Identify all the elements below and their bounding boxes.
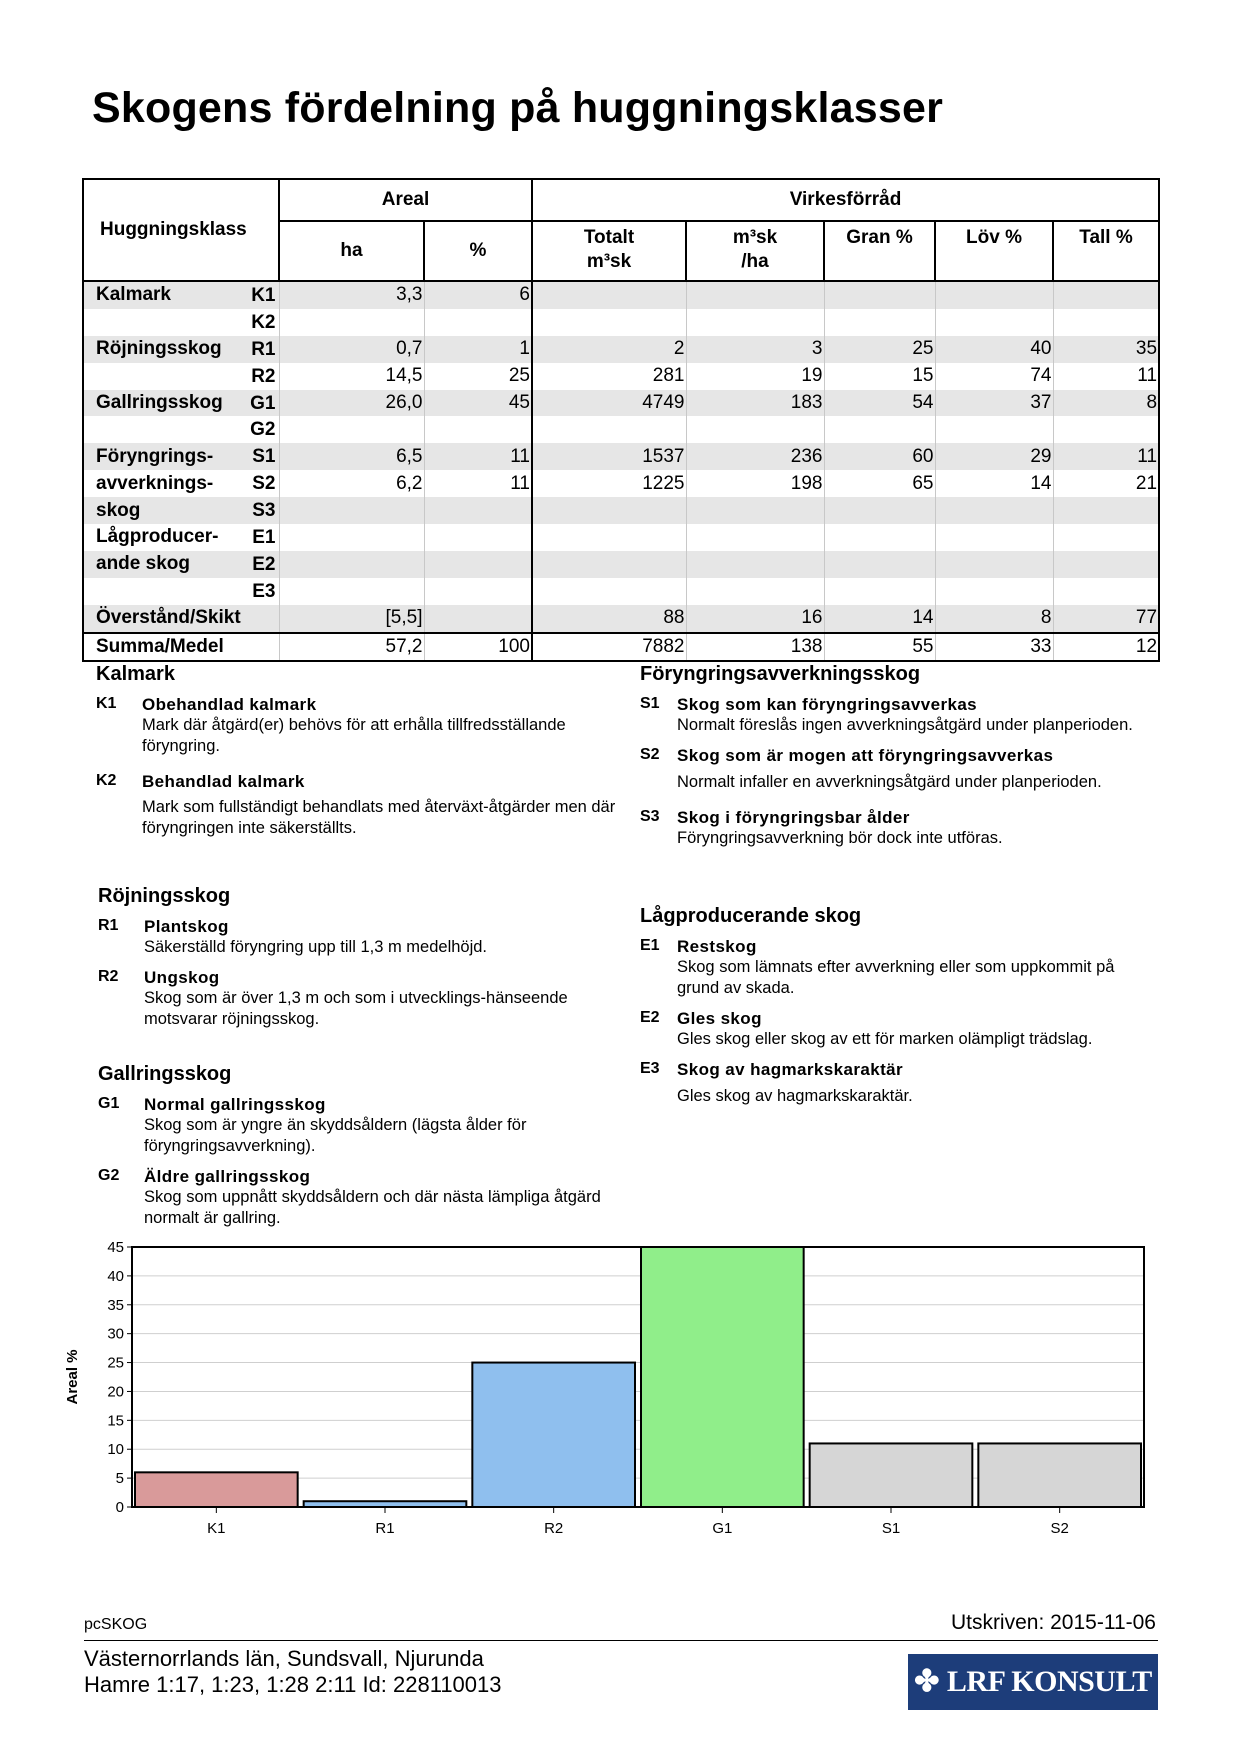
legend-desc: Mark som fullständigt behandlats med återväxt-åtgärder men där föryngringen inte säkerställts.	[142, 798, 616, 837]
table-row	[83, 390, 1159, 417]
table-row	[83, 416, 1159, 443]
header-pct: %	[424, 221, 532, 281]
legend-item-e3	[640, 1059, 1160, 1107]
table-row	[83, 443, 1159, 470]
cell-m3ha: 236	[686, 443, 824, 470]
cell-gran: 14	[824, 605, 935, 633]
cell-m3ha: 3	[686, 336, 824, 363]
cell-gran	[824, 497, 935, 524]
cell-totalt	[532, 416, 686, 443]
legend-heading: Gallringsskog	[98, 1063, 232, 1085]
header-m3sk-label: m³sk	[732, 227, 778, 248]
cell-pct: 6	[424, 281, 532, 309]
table-row	[83, 309, 1159, 336]
cell-pct	[424, 309, 532, 336]
table-body	[83, 281, 1159, 661]
header-totalt-label: Totalt	[583, 227, 635, 248]
property-location	[84, 1646, 502, 1698]
cell-m3ha	[686, 524, 824, 551]
legend-code: R1	[98, 917, 119, 934]
cell-totalt: 1225	[532, 470, 686, 497]
class-name: Kalmark	[96, 284, 171, 306]
cell-pct	[424, 524, 532, 551]
table-row	[83, 336, 1159, 363]
class-code: K2	[251, 311, 276, 333]
page-title: Skogens fördelning på huggningsklasser	[92, 84, 944, 132]
cell-gran: 60	[824, 443, 935, 470]
cell-gran: 55	[824, 633, 935, 662]
class-code: S3	[252, 500, 276, 522]
cell-totalt	[532, 281, 686, 309]
clover-icon: ✤	[914, 1665, 939, 1698]
legend-item-s3	[640, 807, 1160, 849]
legend-name: Obehandlad kalmark	[142, 695, 317, 714]
legend-desc: Skog som är yngre än skyddsåldern (lägsta ålder för föryngringsavverkning).	[144, 1116, 527, 1155]
class-distribution-table	[82, 178, 1160, 662]
table-row	[83, 363, 1159, 390]
class-code: G2	[250, 419, 276, 441]
cell-totalt: 4749	[532, 390, 686, 417]
table-row	[83, 551, 1159, 578]
cell-tall: 12	[1053, 633, 1159, 662]
cell-lov: 29	[935, 443, 1053, 470]
cell-gran	[824, 416, 935, 443]
legend-desc: Föryngringsavverkning bör dock inte utföras.	[677, 829, 1003, 847]
legend-code: E1	[640, 937, 660, 954]
header-areal: Areal	[279, 179, 532, 221]
cell-ha	[279, 551, 424, 578]
cell-gran: 65	[824, 470, 935, 497]
class-name: ande skog	[96, 553, 190, 575]
cell-gran: 15	[824, 363, 935, 390]
x-tick-label: S1	[881, 1520, 901, 1537]
cell-pct: 25	[424, 363, 532, 390]
cell-tall	[1053, 416, 1159, 443]
legend-code: S3	[640, 808, 660, 825]
bar-k1	[135, 1472, 298, 1507]
cell-tall: 77	[1053, 605, 1159, 633]
cell-ha: 26,0	[279, 390, 424, 417]
cell-pct: 100	[424, 633, 532, 662]
cell-tall	[1053, 578, 1159, 605]
cell-m3ha	[686, 309, 824, 336]
legend-item-g1	[98, 1094, 618, 1157]
class-name: Röjningsskog	[96, 338, 222, 360]
cell-lov	[935, 309, 1053, 336]
legend-name: Gles skog	[677, 1009, 762, 1028]
cell-lov: 14	[935, 470, 1053, 497]
cell-totalt: 88	[532, 605, 686, 633]
cell-m3ha	[686, 416, 824, 443]
printed-date: Utskriven: 2015-11-06	[950, 1611, 1156, 1634]
cell-lov: 33	[935, 633, 1053, 662]
legend-name: Plantskog	[144, 917, 229, 936]
table-row	[83, 578, 1159, 605]
header-ha: ha	[279, 221, 424, 281]
cell-lov: 74	[935, 363, 1053, 390]
cell-totalt: 1537	[532, 443, 686, 470]
cell-m3ha: 16	[686, 605, 824, 633]
cell-totalt	[532, 309, 686, 336]
legend-code: G1	[98, 1095, 120, 1112]
class-name: Överstånd/Skikt	[96, 607, 241, 629]
class-name: Gallringsskog	[96, 392, 223, 413]
cell-tall: 21	[1053, 470, 1159, 497]
cell-m3ha: 138	[686, 633, 824, 662]
legend-item-e2	[640, 1008, 1160, 1050]
x-tick-label: R1	[375, 1520, 395, 1537]
cell-m3ha: 198	[686, 470, 824, 497]
legend-name: Normal gallringsskog	[144, 1095, 326, 1114]
legend-desc: Säkerställd föryngring upp till 1,3 m medelhöjd.	[144, 938, 488, 956]
cell-lov	[935, 578, 1053, 605]
cell-ha: 6,5	[279, 443, 424, 470]
cell-lov	[935, 281, 1053, 309]
cell-ha: 0,7	[279, 336, 424, 363]
cell-ha: [5,5]	[279, 605, 424, 633]
bar-g1	[641, 1247, 804, 1507]
cell-gran	[824, 551, 935, 578]
cell-lov: 37	[935, 390, 1053, 417]
cell-gran	[824, 524, 935, 551]
cell-totalt: 281	[532, 363, 686, 390]
row-label	[83, 524, 279, 551]
cell-ha	[279, 524, 424, 551]
cell-m3ha	[686, 578, 824, 605]
location-line-2: Hamre 1:17, 1:23, 1:28 2:11 Id: 228110013	[84, 1672, 502, 1697]
footer-divider	[84, 1640, 1158, 1641]
row-label	[83, 551, 279, 578]
areal-bar-chart	[50, 1230, 1160, 1550]
class-code: K1	[251, 285, 276, 306]
row-label	[83, 336, 279, 363]
legend-code: K2	[96, 772, 117, 789]
cell-ha	[279, 578, 424, 605]
legend-heading: Föryngringsavverkningsskog	[640, 663, 921, 685]
cell-m3ha: 19	[686, 363, 824, 390]
legend-desc: Gles skog eller skog av ett för marken olämpligt trädslag.	[677, 1030, 1093, 1048]
legend-heading: Kalmark	[96, 663, 175, 685]
legend-code: G2	[98, 1167, 120, 1184]
cell-gran: 54	[824, 390, 935, 417]
cell-ha: 6,2	[279, 470, 424, 497]
cell-m3ha: 183	[686, 390, 824, 417]
legend-desc: Skog som lämnats efter avverkning eller som uppkommit på grund av skada.	[677, 958, 1115, 997]
y-tick-label: 35	[107, 1296, 124, 1314]
cell-lov: 40	[935, 336, 1053, 363]
table-row	[83, 633, 1159, 662]
cell-totalt: 7882	[532, 633, 686, 662]
legend-name: Restskog	[677, 937, 757, 956]
y-tick-label: 30	[107, 1325, 124, 1343]
header-huggningsklass: Huggningsklass	[83, 179, 279, 281]
class-code: S1	[252, 446, 276, 468]
cell-pct: 11	[424, 443, 532, 470]
row-label	[83, 605, 279, 633]
class-code: E1	[252, 527, 276, 549]
legend-item-g2	[98, 1166, 618, 1229]
cell-totalt	[532, 578, 686, 605]
x-tick-label: G1	[712, 1520, 733, 1537]
table-row	[83, 497, 1159, 524]
cell-gran: 25	[824, 336, 935, 363]
bar-s2	[978, 1443, 1141, 1507]
class-name: avverknings-	[96, 472, 214, 494]
legend-name: Behandlad kalmark	[142, 772, 305, 791]
cell-tall: 11	[1053, 363, 1159, 390]
cell-lov	[935, 551, 1053, 578]
y-tick-label: 45	[107, 1239, 124, 1256]
row-label	[83, 578, 279, 605]
cell-ha	[279, 416, 424, 443]
class-code: G1	[250, 392, 276, 414]
row-label	[83, 390, 279, 417]
cell-ha	[279, 497, 424, 524]
header-virkesforrad: Virkesförråd	[532, 179, 1159, 221]
row-label	[83, 497, 279, 524]
row-label	[83, 633, 279, 662]
bar-r2	[472, 1363, 635, 1507]
cell-totalt	[532, 551, 686, 578]
header-totalt	[532, 221, 686, 281]
y-tick-label: 15	[107, 1412, 124, 1430]
cell-gran	[824, 578, 935, 605]
class-code: S2	[252, 473, 276, 495]
cell-pct	[424, 416, 532, 443]
class-code: R2	[251, 365, 276, 387]
table-row	[83, 524, 1159, 551]
legend-code: S1	[640, 695, 660, 712]
y-tick-label: 0	[115, 1499, 124, 1516]
cell-totalt	[532, 497, 686, 524]
legend-name: Skog som är mogen att föryngringsavverkas	[677, 746, 1054, 765]
legend-desc: Mark där åtgärd(er) behövs för att erhålla tillfredsställande föryngring.	[142, 716, 566, 755]
cell-tall	[1053, 497, 1159, 524]
y-tick-label: 10	[107, 1441, 124, 1459]
legend-lagproducerande-skog	[640, 905, 1160, 1116]
y-axis-label: Areal %	[64, 1349, 81, 1405]
cell-pct	[424, 578, 532, 605]
cell-pct	[424, 551, 532, 578]
class-name: Föryngrings-	[96, 445, 214, 467]
legend-kalmark	[96, 663, 616, 848]
cell-tall	[1053, 551, 1159, 578]
cell-ha: 14,5	[279, 363, 424, 390]
legend-name: Skog som kan föryngringsavverkas	[677, 695, 978, 714]
cell-tall	[1053, 524, 1159, 551]
legend-gallringsskog	[98, 1063, 618, 1238]
cell-ha: 57,2	[279, 633, 424, 662]
x-tick-label: S2	[1050, 1520, 1069, 1537]
legend-name: Skog i föryngringsbar ålder	[677, 808, 910, 827]
class-name: skog	[96, 499, 141, 521]
cell-gran	[824, 309, 935, 336]
row-label	[83, 470, 279, 497]
cell-pct	[424, 605, 532, 633]
legend-desc: Gles skog av hagmarkskaraktär.	[677, 1087, 913, 1105]
cell-totalt: 2	[532, 336, 686, 363]
cell-tall: 35	[1053, 336, 1159, 363]
legend-heading: Lågproducerande skog	[640, 905, 862, 927]
header-totalt-unit: m³sk	[586, 251, 632, 272]
y-tick-label: 40	[107, 1267, 124, 1285]
row-label	[83, 443, 279, 470]
row-label	[83, 281, 279, 309]
class-code: E2	[252, 553, 276, 575]
cell-ha: 3,3	[279, 281, 424, 309]
legend-desc: Skog som uppnått skyddsåldern och där nästa lämpliga åtgärd normalt är gallring.	[144, 1188, 601, 1227]
legend-code: S2	[640, 746, 660, 763]
legend-item-s2	[640, 745, 1160, 793]
x-tick-label: K1	[207, 1520, 226, 1537]
cell-tall	[1053, 309, 1159, 336]
row-label	[83, 363, 279, 390]
header-per-ha-label: /ha	[741, 251, 769, 272]
header-gran: Gran %	[824, 221, 935, 281]
cell-m3ha	[686, 281, 824, 309]
software-name: pcSKOG	[84, 1616, 148, 1633]
legend-name: Äldre gallringsskog	[144, 1167, 311, 1186]
cell-tall	[1053, 281, 1159, 309]
cell-pct: 11	[424, 470, 532, 497]
class-code: E3	[252, 580, 276, 602]
table-row	[83, 470, 1159, 497]
legend-desc: Normalt infaller en avverkningsåtgärd under planperioden.	[677, 773, 1102, 791]
y-tick-label: 25	[107, 1354, 124, 1372]
cell-lov	[935, 524, 1053, 551]
legend-desc: Normalt föreslås ingen avverkningsåtgärd under planperioden.	[677, 716, 1133, 734]
cell-ha	[279, 309, 424, 336]
legend-item-r2	[98, 967, 618, 1030]
legend-rojningsskog	[98, 885, 618, 1039]
header-m3sk-ha	[686, 221, 824, 281]
cell-m3ha	[686, 497, 824, 524]
table-row	[83, 281, 1159, 309]
legend-item-r1	[98, 916, 618, 958]
class-name: Summa/Medel	[96, 636, 224, 658]
cell-gran	[824, 281, 935, 309]
cell-tall: 8	[1053, 390, 1159, 417]
class-code: R1	[251, 338, 276, 360]
legend-item-k2	[96, 771, 616, 839]
legend-code: R2	[98, 968, 119, 985]
cell-m3ha	[686, 551, 824, 578]
legend-name: Ungskog	[144, 968, 220, 987]
legend-code: E3	[640, 1060, 660, 1077]
cell-lov: 8	[935, 605, 1053, 633]
legend-item-k1	[96, 694, 616, 757]
lrf-konsult-logo	[908, 1654, 1158, 1710]
logo-text: LRF KONSULT	[946, 1665, 1152, 1698]
legend-item-s1	[640, 694, 1160, 736]
class-name: Lågproducer-	[96, 526, 219, 548]
header-lov: Löv %	[935, 221, 1053, 281]
cell-pct	[424, 497, 532, 524]
cell-totalt	[532, 524, 686, 551]
cell-lov	[935, 497, 1053, 524]
legend-item-e1	[640, 936, 1160, 999]
legend-heading: Röjningsskog	[98, 885, 231, 907]
legend-code: K1	[96, 695, 117, 712]
row-label	[83, 416, 279, 443]
x-tick-label: R2	[544, 1520, 564, 1537]
legend-desc: Skog som är över 1,3 m och som i utvecklings-hänseende motsvarar röjningsskog.	[144, 989, 568, 1028]
legend-name: Skog av hagmarkskaraktär	[677, 1060, 904, 1079]
y-tick-label: 5	[115, 1470, 124, 1488]
legend-code: E2	[640, 1009, 660, 1026]
legend-foryngringsavverkningsskog	[640, 663, 1160, 858]
row-label	[83, 309, 279, 336]
y-tick-label: 20	[107, 1383, 124, 1401]
cell-tall: 11	[1053, 443, 1159, 470]
location-line-1: Västernorrlands län, Sundsvall, Njurunda	[84, 1646, 484, 1671]
table-row	[83, 605, 1159, 633]
bar-s1	[810, 1443, 973, 1507]
cell-pct: 45	[424, 390, 532, 417]
cell-lov	[935, 416, 1053, 443]
header-tall: Tall %	[1053, 221, 1159, 281]
cell-pct: 1	[424, 336, 532, 363]
